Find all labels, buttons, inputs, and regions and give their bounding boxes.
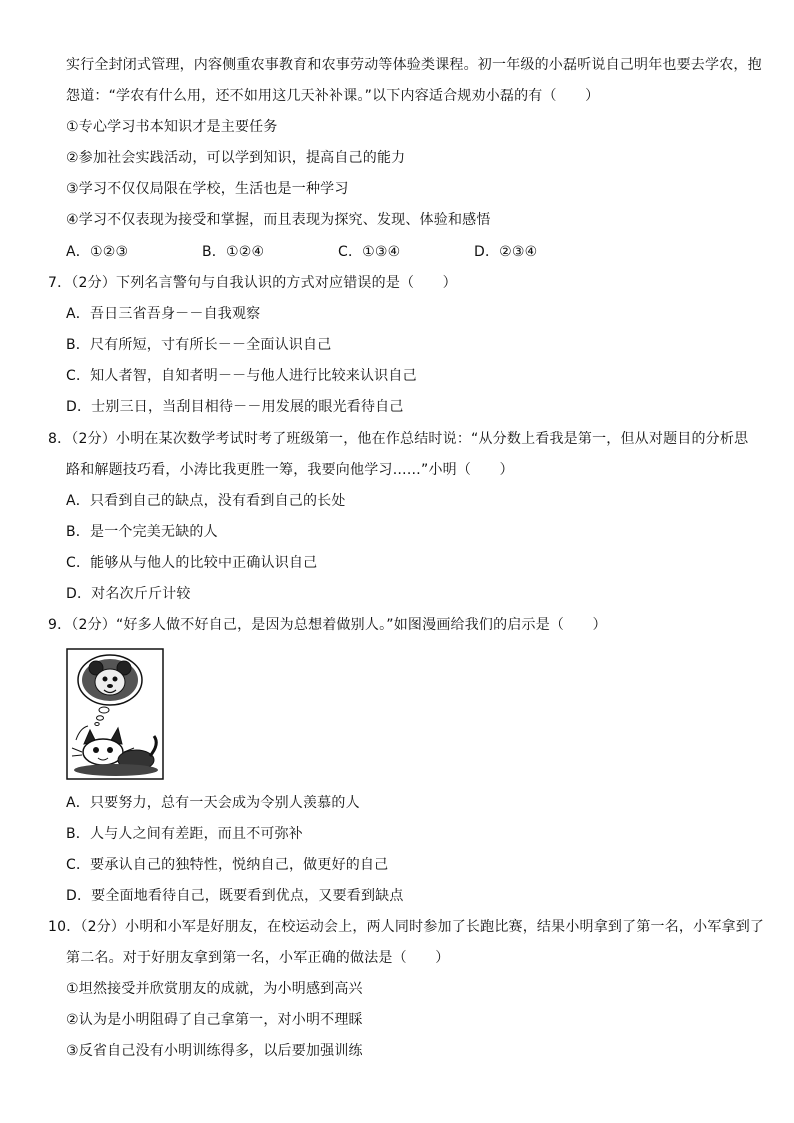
q6-option-d[interactable]: D．②③④ (474, 244, 538, 260)
q8-stem-line-1: 8．（2分）小明在某次数学考试时考了班级第一，他在作总结时说：“从分数上看我是第一，但从对题目的分析思 (48, 431, 749, 447)
q6-item-4: ④学习不仅表现为接受和掌握，而且表现为探究、发现、体验和感悟 (66, 212, 491, 228)
q10-item-3: ③反省自己没有小明训练得多，以后要加强训练 (66, 1043, 363, 1059)
q6-option-c[interactable]: C．①③④ (338, 244, 401, 260)
q8-option-a[interactable]: A．只看到自己的缺点，没有看到自己的长处 (66, 493, 346, 509)
q7-option-d[interactable]: D．士别三日，当刮目相待－－用发展的眼光看待自己 (66, 399, 404, 415)
q8-option-c[interactable]: C．能够从与他人的比较中正确认识自己 (66, 555, 318, 571)
q7-stem: 7．（2分）下列名言警句与自我认识的方式对应错误的是（ ） (48, 275, 457, 291)
q7-option-a[interactable]: A．吾日三省吾身－－自我观察 (66, 306, 261, 322)
q10-item-1: ①坦然接受并欣赏朋友的成就，为小明感到高兴 (66, 981, 363, 997)
q9-stem: 9．（2分）“好多人做不好自己，是因为总想着做别人。”如图漫画给我们的启示是（ ） (48, 617, 607, 633)
q6-option-a[interactable]: A．①②③ (66, 244, 129, 260)
q9-option-c[interactable]: C．要承认自己的独特性，悦纳自己，做更好的自己 (66, 857, 389, 873)
q9-option-b[interactable]: B．人与人之间有差距，而且不可弥补 (66, 826, 304, 842)
q6-item-1: ①专心学习书本知识才是主要任务 (66, 119, 278, 135)
q7-option-b[interactable]: B．尺有所短，寸有所长－－全面认识自己 (66, 337, 332, 353)
q8-option-b[interactable]: B．是一个完美无缺的人 (66, 524, 218, 540)
q6-stem-line-1: 实行全封闭式管理，内容侧重农事教育和农事劳动等体验类课程。初一年级的小磊听说自己明年也要去学农，抱 (66, 57, 762, 73)
q8-option-d[interactable]: D．对名次斤斤计较 (66, 586, 191, 602)
q6-stem-line-2: 怨道：“学农有什么用，还不如用这几天补补课。”以下内容适合规劝小磊的有（ ） (66, 88, 600, 104)
q6-item-3: ③学习不仅仅局限在学校，生活也是一种学习 (66, 181, 349, 197)
cartoon-cat-dreaming-of-mouse-icon (66, 648, 164, 780)
q9-option-a[interactable]: A．只要努力，总有一天会成为令别人羡慕的人 (66, 795, 360, 811)
q10-stem-line-2: 第二名。对于好朋友拿到第一名，小军正确的做法是（ ） (66, 950, 450, 966)
q9-option-d[interactable]: D．要全面地看待自己，既要看到优点，又要看到缺点 (66, 888, 404, 904)
q6-options-row (66, 242, 537, 262)
q7-option-c[interactable]: C．知人者智，自知者明－－与他人进行比较来认识自己 (66, 368, 417, 384)
q6-option-b[interactable]: B．①②④ (202, 244, 265, 260)
q6-item-2: ②参加社会实践活动，可以学到知识，提高自己的能力 (66, 150, 406, 166)
q8-stem-line-2: 路和解题技巧看，小涛比我更胜一筹，我要向他学习……”小明（ ） (66, 462, 514, 478)
q10-stem-line-1: 10．（2分）小明和小军是好朋友，在校运动会上，两人同时参加了长跑比赛，结果小明拿到了第一名，小军拿到了 (48, 919, 765, 935)
q10-item-2: ②认为是小明阻碍了自己拿第一，对小明不理睬 (66, 1012, 363, 1028)
